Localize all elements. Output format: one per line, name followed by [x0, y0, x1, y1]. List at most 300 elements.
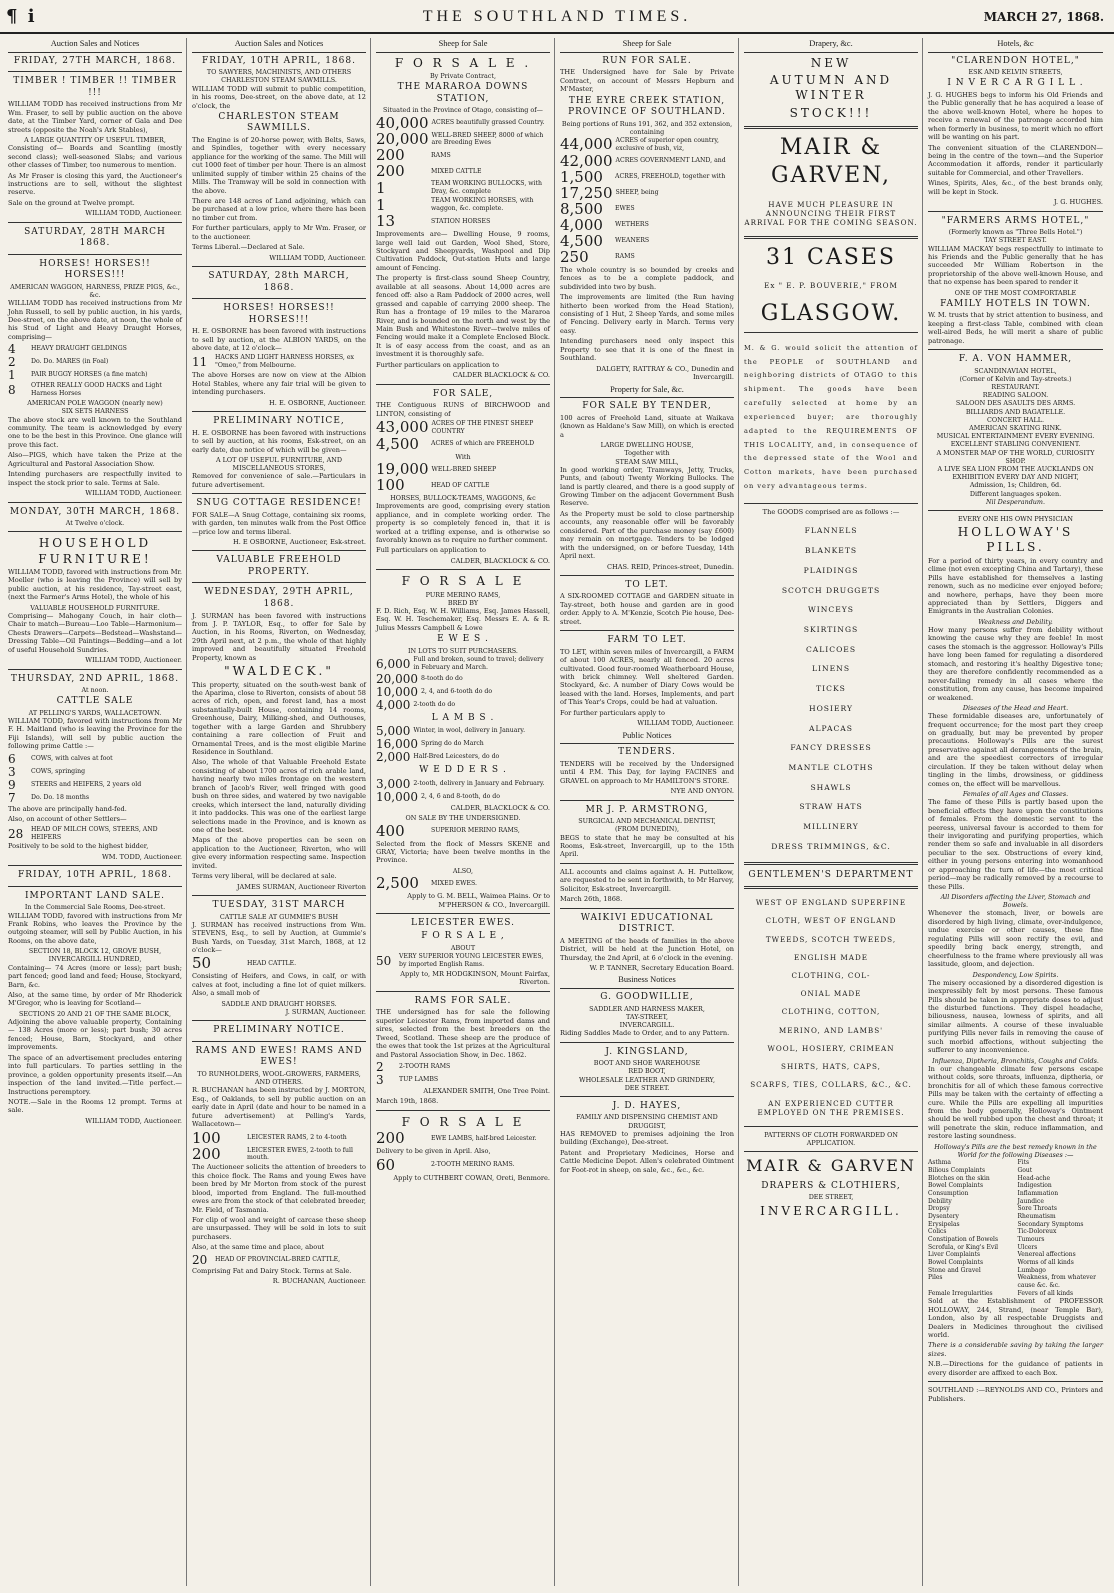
- lot-row: [560, 199, 734, 218]
- ad-note: There is a considerable saving by taking the larger sizes.: [928, 1341, 1103, 1358]
- ad-body: For further particulars apply to: [560, 708, 665, 717]
- amenity-item: CONCERT HALL.: [987, 415, 1044, 424]
- ad-subhead: BRED BY: [447, 598, 479, 607]
- lot-qty: 16,000: [376, 737, 418, 752]
- ad-body: This property, situated on the south-west bank of the Aparima, close to Riverton, consists of about 58 acres of rich, open, and forest land, has a most substantially-built House, containing 14 rooms, Greenhouse, Dairy, Milking-shed, and Outhouses, together with a large Garden and Shrubbery containing a rare collection of Fruit and Ornamental Trees, and is the most eligible Marine Residence in Southland.: [192, 680, 366, 756]
- lot-row: [192, 956, 366, 971]
- ad-date: FRIDAY, 27TH MARCH, 1868.: [13, 55, 177, 66]
- lot-qty: 2: [8, 355, 16, 370]
- gents-item: ENGLISH MADE: [794, 952, 868, 962]
- ad-title: W E D D E R S .: [419, 765, 507, 776]
- lot-row: [192, 1128, 366, 1147]
- ad-subhead: DEE STREET.: [624, 1083, 670, 1092]
- lot-desc: COWS, with calves at foot: [31, 754, 113, 762]
- ad-date: FRIDAY, 10TH APRIL, 1868.: [202, 55, 356, 66]
- lot-desc: 2-TOOTH RAMS: [399, 1063, 451, 1071]
- lot-qty: 1: [376, 178, 386, 197]
- ad-title: HORSES! HORSES!! HORSES!!!: [223, 303, 335, 325]
- ad-subhead: RED BOOT,: [628, 1067, 666, 1076]
- amenities-list: [928, 383, 1103, 481]
- disease-item: Fevers of all kinds: [1017, 1289, 1074, 1297]
- ad-title: FARM TO LET.: [607, 635, 687, 646]
- ad-subhead: Influenza, Diptheria, Bronchitis, Coughs and Colds.: [932, 1056, 1099, 1065]
- ad-subhead: TO RUNHOLDERS, WOOL-GROWERS, FARMERS, AND OTHERS.: [197, 1069, 361, 1087]
- lot-desc: HEAD OF MILCH COWS, STEERS, AND HEIFERS: [31, 825, 158, 841]
- ad-body: As the Property must be sold to close partnership accounts, any reasonable offer will be favorably considered. Part of the purchase money (say £600) may remain on mortgage. Tenders to be lodged with the undersigned, on or before Tuesday, 14th April next.: [560, 509, 734, 561]
- ad-body: Also, on account of other Settlers—: [8, 815, 127, 824]
- ad-title: F O R S A L E .: [394, 55, 532, 70]
- lot-qty: 11: [192, 355, 208, 370]
- ad-body: As Mr Fraser is closing this yard, the Auctioneer's instructions are to sell, without the slightest reserve.: [8, 171, 182, 197]
- column-head: Auction Sales and Notices: [192, 38, 366, 53]
- ad-body: TO LET, within seven miles of Invercargill, a FARM of about 100 ACRES, nearly all fenced. 20 acres cultivated. Good four-roomed Weatherboard House, with brick chimney. Well sheltered Garden. Stockyard, &c. A number of Diary Cows would be leased with the land. Horses, Implements, and part of This Year's Crops, could be had at valuation.: [560, 647, 734, 707]
- ad-title: WAIKIVI EDUCATIONAL DISTRICT.: [580, 912, 714, 935]
- column-sheep-1: [372, 38, 555, 1586]
- lot-desc: ACRES GOVERNMENT LAND, and: [615, 157, 726, 165]
- lot-desc: COWS, springing: [31, 767, 86, 775]
- ad-body: NOTE.—Sale in the Rooms 12 prompt. Terms at sale.: [8, 1097, 182, 1115]
- ad-body: J. SURMAN has been favored with instructions from J. P. TAYLOR, Esq., to offer for Sale by Auction, in his Rooms, Riverton, on Wednesday, 29th April next, at 2 p.m., the whole of that highly improved and beautifully situated Freehold Property, known as: [192, 611, 366, 662]
- ad-body: TENDERS will be received by the Undersigned until 4 P.M. This Day, for laying FACINES and GRAVEL on approach to Mr HAMILTON'S STORE.: [560, 759, 734, 785]
- lot-desc: RAMS: [431, 151, 451, 159]
- disease-item: Debility: [928, 1197, 952, 1205]
- lot-qty: 5,000: [376, 724, 411, 739]
- ad-body: WILLIAM MACKAY begs respectfully to intimate to his Friends and the Public generally that he has succeeded Mr William Robertson in the proprietorship of the above well-known House, and that no expense has been spared to render it: [928, 244, 1103, 287]
- ad-subhead: Despondency, Low Spirits.: [972, 970, 1059, 979]
- patterns-notice: PATTERNS OF CLOTH FORWARDED ON APPLICATION.: [764, 1130, 898, 1148]
- lot-desc: TUP LAMBS: [399, 1076, 439, 1084]
- lot-desc: STEERS and HEIFERS, 2 years old: [31, 780, 142, 788]
- lot-row: [8, 792, 182, 804]
- gents-item: CLOTHING, COTTON,: [781, 1007, 881, 1017]
- ad-subhead: AT PELLING'S YARDS, WALLACETOWN.: [28, 708, 162, 717]
- amenity-item: SALOON DES ASAULTS DES ARMS.: [955, 399, 1076, 408]
- goods-item: MANTLE CLOTHS: [788, 763, 874, 773]
- ad-body: H. E. OSBORNE has been favored with instructions to sell by auction, at his rooms, Esk-street, on an early date, due notice of which will be given—: [192, 428, 366, 454]
- ad-subhead: EVERY ONE HIS OWN PHYSICIAN: [958, 514, 1073, 523]
- ad-body: Improvements are good, comprising every station appliance, and in complete working order. The property is so completely fenced in, that it is worked at a trifling expense, and is otherwise so favorably known as to require no further comment.: [376, 502, 550, 544]
- disease-item: Worms of all kinds: [1017, 1258, 1074, 1266]
- ad-body: WILLIAM TODD, favored with instructions from Mr Frank Robins, who leaves the Province by the outgoing steamer, will sell by Public Auction, in his Rooms, on the above date,: [8, 911, 182, 945]
- disease-item: Tumours: [1017, 1235, 1045, 1243]
- lot-qty: 4,500: [376, 434, 419, 453]
- ad-date: March 19th, 1868.: [376, 1097, 439, 1106]
- amenity-item: A MONSTER MAP OF THE WORLD, CURIOSITY SHOP.: [936, 448, 1095, 465]
- ad-body: J. SURMAN has received instructions from Wm. STEVENS, Esq., to sell by Auction, at Gummie's Bush Yards, on Tuesday, 31st March, 1868, at 12 o'clock—: [192, 920, 366, 955]
- disease-item: Bowel Complaints: [928, 1182, 984, 1190]
- ad-subhead: (Corner of Kelvin and Tay-streets.): [959, 374, 1072, 383]
- firm-sub: DRAPERS & CLOTHIERS,: [761, 1180, 901, 1191]
- ad-subhead: SADDLER AND HARNESS MAKER,: [589, 1004, 705, 1013]
- lot-row: [376, 673, 550, 685]
- ad-body: Intending purchasers need only inspect this Property to see that it is one of the finest in Southland.: [560, 337, 734, 363]
- lot-desc: WELL-BRED SHEEP, 8000 of which are Breeding Ewes: [431, 131, 544, 147]
- goods-item: LINENS: [811, 664, 851, 674]
- ad-title: E W E S .: [437, 634, 489, 645]
- lot-row: [376, 214, 550, 229]
- lot-qty: 1: [8, 368, 16, 383]
- ad-subhead: AMERICAN WAGGON, HARNESS, PRIZE PIGS, &c., &c.: [10, 282, 180, 299]
- goods-item: CALICOES: [805, 644, 857, 654]
- ad-signature: W. P. TANNER, Secretary Education Board.: [589, 963, 734, 972]
- lot-row: [192, 1254, 366, 1266]
- ad-body: Intending purchasers are respectfully invited to inspect the stock prior to sale. Terms at Sale.: [8, 470, 182, 487]
- firm-name: MAIR & GARVEN: [746, 1156, 916, 1176]
- ad-body: Removed for convenience of sale.—Particulars in future advertisement.: [192, 472, 366, 489]
- ad-signature: H. E. OSBORNE, Auctioneer.: [269, 398, 366, 407]
- ad-body: The Auctioneer solicits the attention of breeders to this choice flock. The Rams and young Ewes have been bred by Mr Morton from stock of the purest blood, imported from England. The full-mouthed ewes are from the stock of that celebrated breeder, Mr. Field, of Tasmania.: [192, 1163, 366, 1214]
- lot-desc: LEICESTER EWES, 2-tooth to full mouth.: [247, 1146, 353, 1162]
- disease-item: Tic-Doloreux: [1017, 1228, 1057, 1236]
- ad-body: Containing— 74 Acres (more or less); part bush; part fenced; good land and feed; House, Stockyard, Barn, &c.: [8, 963, 182, 989]
- ad-body: The above Horses are now on view at the Albion Hotel Stables, where any fair trial will be given to intending purchasers.: [192, 371, 366, 397]
- ad-body: A MEETING of the heads of families in the above District, will be held at the Junction Hotel, on Thursday, the 2nd April, at 6 o'clock in the evening.: [560, 936, 734, 962]
- ad-signature: WILLIAM TODD, Auctioneer.: [85, 1116, 182, 1125]
- lot-desc: WETHERS: [615, 221, 649, 229]
- ad-title: IMPORTANT LAND SALE.: [24, 890, 166, 901]
- lot-qty: 100: [192, 1128, 221, 1147]
- ad-note: N.B.—Directions for the guidance of patients in every disorder are affixed to each Box.: [928, 1360, 1103, 1377]
- ad-body: R. BUCHANAN has been instructed by J. MORTON, Esq., of Oaklands, to sell by public auction on an early date in April (date and hour to be named in a future advertisement) at Pelling's Yards, Wallacetown—: [192, 1086, 366, 1129]
- disease-item: Weakness, from whatever cause &c. &c.: [1017, 1274, 1096, 1289]
- lot-qty: 19,000: [376, 460, 429, 479]
- ad-title: CHARLESTON STEAM SAWMILLS.: [218, 111, 340, 134]
- ad-body: Comprising Fat and Dairy Stock. Terms at Sale.: [192, 1266, 352, 1275]
- motto: Nil Desperandum.: [985, 497, 1046, 506]
- ad-title: NEW: [810, 55, 852, 70]
- lot-qty: 43,000: [376, 418, 429, 437]
- ad-title: J. D. HAYES,: [612, 1100, 682, 1111]
- goods-item: HOSIERY: [808, 703, 854, 713]
- disease-item: Bowel Complaints: [928, 1258, 984, 1266]
- lot-row: [8, 343, 182, 355]
- lot-desc: EWE LAMBS, half-bred Leicester.: [431, 1134, 537, 1142]
- goods-item: FANCY DRESSES: [790, 743, 872, 753]
- lot-desc: TEAM WORKING BULLOCKS, with Dray, &c. complete: [431, 180, 543, 196]
- ad-signature: WILLIAM TODD, Auctioneer.: [85, 209, 182, 218]
- lot-desc: ACRES of which are FREEHOLD: [431, 440, 535, 448]
- lot-desc: 2, 4, 6 and 8-tooth, do do: [421, 792, 500, 800]
- lot-row: [376, 699, 550, 711]
- ad-subhead: I N V E R C A R G I L L .: [947, 78, 1084, 89]
- lot-qty: 6,000: [376, 656, 411, 671]
- lot-desc: EWES: [615, 205, 635, 213]
- lot-row: [376, 462, 550, 477]
- lot-desc: ACRES of superior open country, exclusive of bush, viz,: [615, 136, 719, 152]
- ad-title: RAMS AND EWES! RAMS AND EWES!: [195, 1045, 363, 1068]
- ad-subhead: All Disorders affecting the Liver, Stomach and Bowels.: [940, 893, 1091, 910]
- ad-signature: CALDER, BLACKLOCK & CO.: [450, 556, 550, 565]
- lot-row: [376, 164, 550, 179]
- disease-item: Jaundice: [1017, 1197, 1044, 1205]
- disease-item: Ulcers: [1017, 1243, 1038, 1251]
- ad-subhead: Diseases of the Head and Heart.: [962, 703, 1069, 712]
- ad-subhead: (FROM DUNEDIN),: [614, 825, 680, 834]
- lot-qty: 2,000: [376, 750, 411, 765]
- lot-desc: ACRES beautifully grassed Country.: [431, 119, 545, 127]
- lot-qty: 13: [376, 212, 396, 231]
- amenity-item: A LIVE SEA LION FROM THE AUCKLANDS ON EXHIBITION EVERY DAY AND NIGHT,: [937, 464, 1094, 482]
- lot-qty: 3,000: [376, 776, 411, 791]
- lot-row: [192, 1144, 366, 1163]
- lot-qty: 200: [376, 1129, 405, 1148]
- goods-item: TICKS: [816, 684, 846, 694]
- ad-body: WILLIAM TODD, favored with instructions from Mr F. H. Maitland (who is leaving the Province for the Fiji Islands), will sell by public auction the following prime Cattle :—: [8, 716, 182, 751]
- ad-subhead: SECTIONS 20 AND 21 OF THE SAME BLOCK,: [19, 1009, 171, 1018]
- gents-list: [744, 898, 918, 1089]
- column-sheep-2: [556, 38, 739, 1586]
- lot-desc: HEAD OF CATTLE: [431, 481, 490, 489]
- ad-title: HOLLOWAY'S PILLS.: [957, 525, 1074, 555]
- goods-item: MILLINERY: [803, 822, 859, 832]
- lot-desc: PAIR BUGGY HORSES (a fine match): [31, 371, 148, 379]
- ad-subhead: WHOLESALE LEATHER AND GRINDERY,: [579, 1075, 715, 1084]
- ad-subhead: At noon.: [81, 686, 109, 695]
- ad-subhead: ABOUT: [450, 943, 476, 952]
- ad-signature: CHAS. REID, Princes-street, Dunedin.: [607, 562, 734, 571]
- lot-qty: 200: [376, 162, 405, 181]
- station-name: THE EYRE CREEK STATION, PROVINCE OF SOUTHLAND.: [568, 95, 726, 118]
- ad-body: For a period of thirty years, in every country and clime (not even excepting China and Tartary), these Pills have established for themselves a lasting renown, such as no medicine ever enjoyed before; and nowhere, perhaps, have they been more appreciated than by Settlers, Diggers and Emigrants in the Australian Colonies.: [928, 556, 1103, 616]
- goods-item: SKIRTINGS: [803, 625, 859, 634]
- ad-signature: R. BUCHANAN, Auctioneer.: [272, 1277, 366, 1286]
- lot-qty: 4: [8, 342, 16, 357]
- ad-title: PRELIMINARY NOTICE.: [213, 1025, 345, 1036]
- ship-name: Ex " E. P. BOUVERIE," FROM: [764, 281, 898, 291]
- ad-body: Maps of the above properties can be seen on application to the Auctioneer, Riverton, who will give every information respecting same. Inspection invited.: [192, 836, 366, 870]
- ad-body: J. G. HUGHES begs to inform his Old Friends and the Public generally that he has acquired a lease of the above well-known Hotel, where he hopes to receive a renewal of the patronage accorded him when formerly in business, to merit which no effort will be wanting on his part.: [928, 90, 1103, 142]
- languages: Different languages spoken.: [969, 489, 1062, 498]
- ad-title: F O R S A L E: [401, 1114, 525, 1129]
- ad-date: TUESDAY, 31ST MARCH: [212, 900, 346, 910]
- lot-row: [376, 791, 550, 803]
- ad-body: F. D. Rich, Esq. W. H. Williams, Esq. James Hassell, Esq. W. H. Teschemaker, Esq. Messrs E. A. & R. Julius Messrs Campbell & Lowe: [376, 607, 550, 632]
- lot-row: [8, 826, 182, 842]
- ad-title: VALUABLE FREEHOLD PROPERTY.: [216, 555, 342, 577]
- ad-subhead: CATTLE SALE AT GUMMIE'S BUSH: [219, 912, 339, 921]
- ad-body: Riding Saddles Made to Order, and to any Pattern.: [560, 1029, 730, 1038]
- lot-row: [376, 1155, 550, 1174]
- amenity-item: RESTAURANT.: [991, 383, 1040, 392]
- disease-item: Head-ache: [1017, 1174, 1051, 1182]
- lot-row: [376, 434, 550, 453]
- lot-row: [376, 1131, 550, 1146]
- lot-qty: 20: [192, 1252, 208, 1267]
- ad-subhead: IN LOTS TO SUIT PURCHASERS.: [408, 646, 518, 655]
- lot-qty: 8,500: [560, 199, 603, 218]
- masthead-mark: ¶ i: [6, 6, 37, 27]
- lot-row: [8, 766, 182, 778]
- gents-item: CLOTH, WEST OF ENGLAND: [765, 916, 897, 926]
- disease-item: Female Irregularities: [928, 1289, 993, 1297]
- ad-subhead: PURE MERINO RAMS,: [425, 590, 501, 599]
- lot-desc: MIXED EWES.: [431, 879, 478, 887]
- column-auctions-1: [4, 38, 187, 1586]
- ad-signature: WILLIAM TODD, Auctioneer.: [85, 489, 182, 498]
- ad-signature: Apply to CUTHBERT COWAN, Oreti, Benmore.: [393, 1173, 550, 1182]
- ad-subhead: FAMILY AND DISPENSING CHEMIST AND DRUGGIST,: [576, 1113, 718, 1130]
- ad-signature: J. SURMAN, Auctioneer.: [285, 1007, 366, 1016]
- cutter-notice: AN EXPERIENCED CUTTER EMPLOYED ON THE PREMISES.: [757, 1098, 905, 1117]
- ad-signature: WM. TODD, Auctioneer.: [101, 852, 182, 861]
- column-head: Sheep for Sale: [560, 38, 734, 53]
- ad-title: TENDERS.: [618, 747, 676, 758]
- lot-qty: 50: [192, 954, 212, 973]
- ad-body: Also, The whole of that Valuable Freehold Estate consisting of about 1700 acres of rich arable land, having nearly two miles frontage on the western branch of Jacob's River, well fringed with good bush on three sides, and watered by two navigable creeks, which intersect the land, naturally dividing it into paddocks. This was one of the earliest large selections made in the Province, and is known as one of the best.: [192, 758, 366, 834]
- ad-signature: Apply to, MR HODGKINSON, Mount Fairfax, Riverton.: [400, 970, 550, 987]
- gents-item: ONIAL MADE: [800, 989, 862, 999]
- ad-body: THE Contiguous RUNS of BIRCHWOOD and LINTON, consisting of: [376, 401, 550, 418]
- section-head: Public Notices: [560, 730, 734, 745]
- ad-subhead: LARGE DWELLING HOUSE,: [600, 441, 694, 450]
- ad-body: Whenever the stomach, liver, or bowels are disordered by high living, climate, over-indulgence, undue exercise or other causes, these fine regulating Pills will soon rectify the evil, and speedily bring back energy, strength, and cheerfulness to the frame where previously all was lassitude, gloom, and dejection.: [928, 909, 1103, 969]
- ad-title: F O R S A L E ,: [421, 931, 505, 942]
- lot-qty: 20,000: [376, 129, 429, 148]
- ad-body: Delivery to be given in April. Also,: [376, 1147, 491, 1156]
- ad-date: MONDAY, 30TH MARCH, 1868.: [9, 506, 181, 517]
- ad-subhead: In the Commercial Sale Rooms, Dee-street.: [24, 903, 166, 912]
- lot-qty: 4,000: [376, 697, 411, 712]
- lot-row: [560, 231, 734, 250]
- lot-row: [560, 137, 734, 153]
- lot-qty: 40,000: [376, 113, 429, 132]
- ad-signature: CALDER BLACKLOCK & CO.: [452, 371, 550, 380]
- disease-item: Blotches on the skin: [928, 1174, 990, 1182]
- disease-item: Sore Throats: [1017, 1205, 1057, 1213]
- ad-subhead: ONE OF THE MOST COMFORTABLE: [954, 288, 1077, 297]
- lot-qty: 2: [376, 1060, 384, 1075]
- lot-desc: STATION HORSES: [431, 217, 491, 225]
- ad-title: AUTUMN AND WINTER: [769, 73, 893, 103]
- ad-body: THE Undersigned have for Sale by Private Contract, on account of Messrs Hepburn and M'Master,: [560, 68, 734, 94]
- ad-body: W. M. trusts that by strict attention to business, and keeping a first-class Table, combined with clean well-aired Beds, he will merit a share of public patronage.: [928, 311, 1103, 345]
- ad-title: G. GOODWILLIE,: [600, 992, 694, 1003]
- ad-title: FOR SALE BY TENDER,: [582, 401, 712, 412]
- disease-item: Gout: [1017, 1166, 1033, 1174]
- ad-title: TIMBER ! TIMBER !! TIMBER !!!: [13, 76, 177, 98]
- column-head: Drapery, &c.: [744, 38, 918, 53]
- lot-qty: 17,250: [560, 183, 613, 202]
- ad-body: For clip of wool and weight of carcase these sheep are unsurpassed. They will be sold in lots to suit purchasers.: [192, 1216, 366, 1241]
- ad-body: The convenient situation of the CLARENDON—being in the centre of the town—and the Superior Accommodation it affords, render it particularly suitable for Commercial, and other Travellers.: [928, 143, 1103, 177]
- lot-qty: 250: [560, 247, 589, 266]
- ad-signature: ALEXANDER SMITH, One Tree Point.: [423, 1087, 550, 1096]
- lot-row: [560, 183, 734, 202]
- ad-title: CATTLE SALE: [56, 696, 134, 707]
- ad-subhead: TAY STREET EAST.: [984, 236, 1047, 245]
- lot-desc: 2-tooth, delivery in January and February.: [413, 779, 545, 787]
- gents-item: SHIRTS, HATS, CAPS,: [781, 1062, 881, 1072]
- amenity-item: READING SALOON.: [982, 391, 1049, 400]
- lot-qty: 6: [8, 751, 16, 766]
- lot-desc: LEICESTER RAMS, 2 to 4-tooth: [247, 1134, 347, 1142]
- ad-body: WILLIAM TODD, favored with instructions from Mr. Moeller (who is leaving the Province) will sell by public auction, at his residence, Tay-street east, (next the Farmer's Arms Hotel), the whole of his: [8, 567, 182, 602]
- ad-signature: J. G. HUGHES.: [1053, 198, 1103, 207]
- lot-qty: 44,000: [560, 135, 613, 154]
- lot-qty: 28: [8, 826, 24, 841]
- goods-item: WINCEYS: [807, 605, 855, 615]
- lot-row: [8, 369, 182, 381]
- ad-body: The fame of these Pills is partly based upon the beneficial effects they have upon the constitutions of females. From the domestic servant to the peeress, universal favour is accorded to them for their invigorating and purifying properties, which render them so safe and invaluable in all disorders peculiar to the sex. Obstructions of every kind, either in young persons entering into womanhood or approaching the turn of life—the most critical period—may be radically removed by a recourse to these Pills.: [928, 798, 1103, 891]
- disease-item: Indigestion: [1017, 1182, 1052, 1190]
- ad-subhead: Being portions of Runs 191, 362, and 352 extension, containing: [561, 119, 733, 136]
- ad-body: In our changeable climate few persons escape without colds, sore throats, influenza, diptheria, or bronchitis for all of which these famous corrective Pills may be taken with the certainty of effecting a cure. While the Pills are expelling all impurities from the body generally, Holloway's Ointment should be well rubbed upon the chest and throat; it will penetrate the skin, reduce inflammation, and restore lasting soundness.: [928, 1064, 1103, 1141]
- lot-desc: SUPERIOR MERINO RAMS,: [431, 827, 520, 835]
- disease-item: Consumption: [928, 1189, 969, 1197]
- lot-desc: HEAD CATTLE.: [247, 959, 297, 967]
- lot-desc: Spring do do March: [421, 740, 484, 748]
- port-name: GLASGOW.: [760, 300, 902, 326]
- ad-subhead: A LARGE QUANTITY OF USEFUL TIMBER,: [24, 136, 166, 145]
- firm-town: INVERCARGILL.: [760, 1203, 902, 1218]
- ad-subhead: SURGICAL AND MECHANICAL DENTIST,: [578, 817, 716, 826]
- lot-row: [376, 129, 550, 148]
- lot-qty: 200: [376, 146, 405, 165]
- ad-signature: NYE AND ONYON.: [670, 787, 734, 796]
- goods-item: ALPACAS: [809, 723, 853, 733]
- ad-body: Sale on the ground at Twelve prompt.: [8, 198, 135, 207]
- lot-desc: WEANERS: [615, 237, 650, 245]
- column-auctions-2: [188, 38, 371, 1586]
- lot-row: [8, 753, 182, 765]
- admission-price: Admission, 1s; Children, 6d.: [969, 481, 1062, 490]
- ad-body: How many persons suffer from debility without knowing the cause why they are feeble! In most cases the stomach is the aggressor. Holloway's Pills have long been famed for regulating a disordered stomach, and restoring it's healthy Digestive tone; they are therefore confidently recommended as a never-failing remedy in all cases where the constitution, from any cause, has become impaired or weakened.: [928, 626, 1103, 702]
- ad-subhead: Females of all Ages and Classes.: [962, 790, 1069, 799]
- lot-qty: 42,000: [560, 151, 613, 170]
- lot-row: [376, 478, 550, 493]
- ad-body: Also, at the same time, by order of Mr Rhoderick M'Gregor, who is leaving for Scotland—: [8, 990, 182, 1008]
- disease-item: Bilious Complaints: [928, 1166, 986, 1174]
- ad-body: Also—PIGS, which have taken the Prize at the Agricultural and Pastoral Association Show.: [8, 451, 182, 468]
- goods-item: SCOTCH DRUGGETS: [781, 585, 881, 595]
- station-name: THE MARAROA DOWNS STATION,: [397, 82, 529, 104]
- ad-title: HORSES! HORSES!! HORSES!!!: [39, 258, 151, 281]
- goods-item: BLANKETS: [804, 546, 858, 556]
- lot-desc: Full and broken, sound to travel; delivery in February and March.: [413, 656, 544, 671]
- disease-item: Secondary Symptoms: [1017, 1220, 1084, 1228]
- lot-desc: Winter, in wool, delivery in January.: [413, 727, 526, 735]
- ad-body: The GOODS comprised are as follows :—: [762, 507, 900, 516]
- lot-qty: 1,500: [560, 167, 603, 186]
- lot-row: [376, 953, 550, 969]
- ad-subhead: Weakness and Debility.: [978, 617, 1053, 626]
- ad-body: Also, at the same time and place, about: [192, 1243, 325, 1252]
- columns: [4, 38, 1110, 1586]
- disease-item: Dropsy: [928, 1205, 950, 1213]
- goods-list: [744, 526, 918, 851]
- ad-title: STOCK!!!: [789, 105, 873, 120]
- lot-desc: RAMS: [615, 253, 635, 261]
- ad-body: BEGS to state that he may be consulted at his Rooms, Esk-street, Invercargill, up to the 15th April.: [560, 833, 734, 859]
- lot-row: [192, 354, 366, 370]
- lot-qty: 3: [376, 1073, 384, 1088]
- ad-body: The whole country is so bounded by creeks and fences as to be a complete paddock, and subdivided into two by bush.: [560, 265, 734, 291]
- ad-subhead: Together with: [624, 449, 670, 458]
- ad-title: FAMILY HOTELS IN TOWN.: [940, 298, 1091, 309]
- ad-title: MR J. P. ARMSTRONG,: [585, 804, 709, 815]
- ad-body: The above stock are well known to the Southland community. The team is acknowledged by every one to be the best in this Province. One glance will prove this fact.: [8, 415, 182, 449]
- ad-body: Positively to be sold to the highest bidder,: [8, 842, 149, 851]
- lot-desc: ACRES OF THE FINEST SHEEP COUNTRY: [431, 419, 534, 435]
- ad-body: Improvements are— Dwelling House, 9 rooms, large well laid out Garden, Wool Shed, Store, Stockyard and Sheepyards, Washpool and Dip Cultivation Paddock, Out-station Huts and large amount of Fencing.: [376, 230, 550, 272]
- lot-desc: WELL-BRED SHEEP: [431, 465, 497, 473]
- ad-subhead: Holloway's Pills are the best remedy known in the World for the following Diseases :—: [934, 1142, 1097, 1159]
- lot-row: [376, 751, 550, 763]
- ad-signature: H. E OSBORNE, Auctioneer, Esk-street.: [232, 538, 366, 547]
- lot-qty: 1: [376, 195, 386, 214]
- ad-subhead: By Private Contract,: [429, 72, 496, 81]
- lot-row: [376, 1061, 550, 1073]
